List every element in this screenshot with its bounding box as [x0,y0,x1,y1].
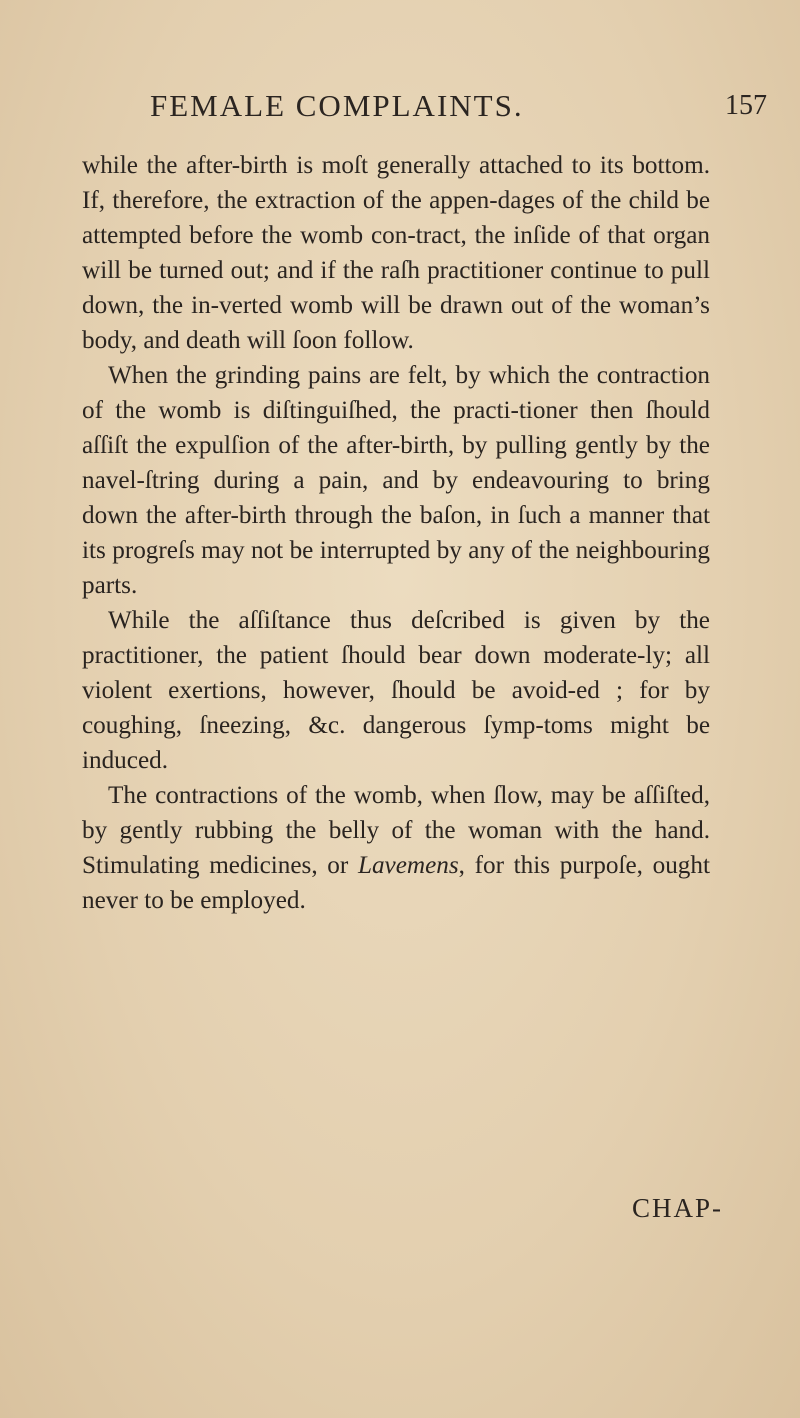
body-text [82,148,710,918]
paragraph-3: While the aſſiſtance thus deſcribed is given by the practitioner, the patient ſhould bear down moderate-ly; all violent exertions, however, ſhould be avoid-ed ; for by coughing, ſneezing, &c. dangerous ſymp-toms might be induced. [82,607,710,774]
page-header [0,88,800,128]
paragraph-4-text-before: The contractions of the womb, when ſlow, may be aſſiſted, by gently rubbing the belly of the woman with the hand. Stimulating medicines, or [82,782,710,879]
paragraph-4-text-after: , for this purpoſe, ought never to be employed. [82,852,710,914]
paragraph-2: When the grinding pains are felt, by which the contraction of the womb is diſtinguiſhed, the practi-tioner then ſhould aſſiſt the expulſion of the after-birth, by pulling gently by the navel-ſtring during a pain, and by endeavouring to bring down the after-birth through the baſon, in ſuch a manner that its progreſs may not be interrupted by any of the neighbouring parts. [82,362,710,599]
catchword: CHAP- [632,1193,724,1223]
paragraph-4-italic-term: Lavemens [357,852,459,879]
page-number: 157 [725,90,767,121]
running-head: FEMALE COMPLAINTS. [150,88,524,123]
paragraph-1: while the after-birth is moſt generally attached to its bottom. If, therefore, the extraction of the appen-dages of the child be attempted before the womb con-tract, the inſide of that organ will be turned out; and if the raſh practitioner continue to pull down, the in-verted womb will be drawn out of the woman’s body, and death will ſoon follow. [82,152,710,354]
paragraph-4 [82,778,710,918]
